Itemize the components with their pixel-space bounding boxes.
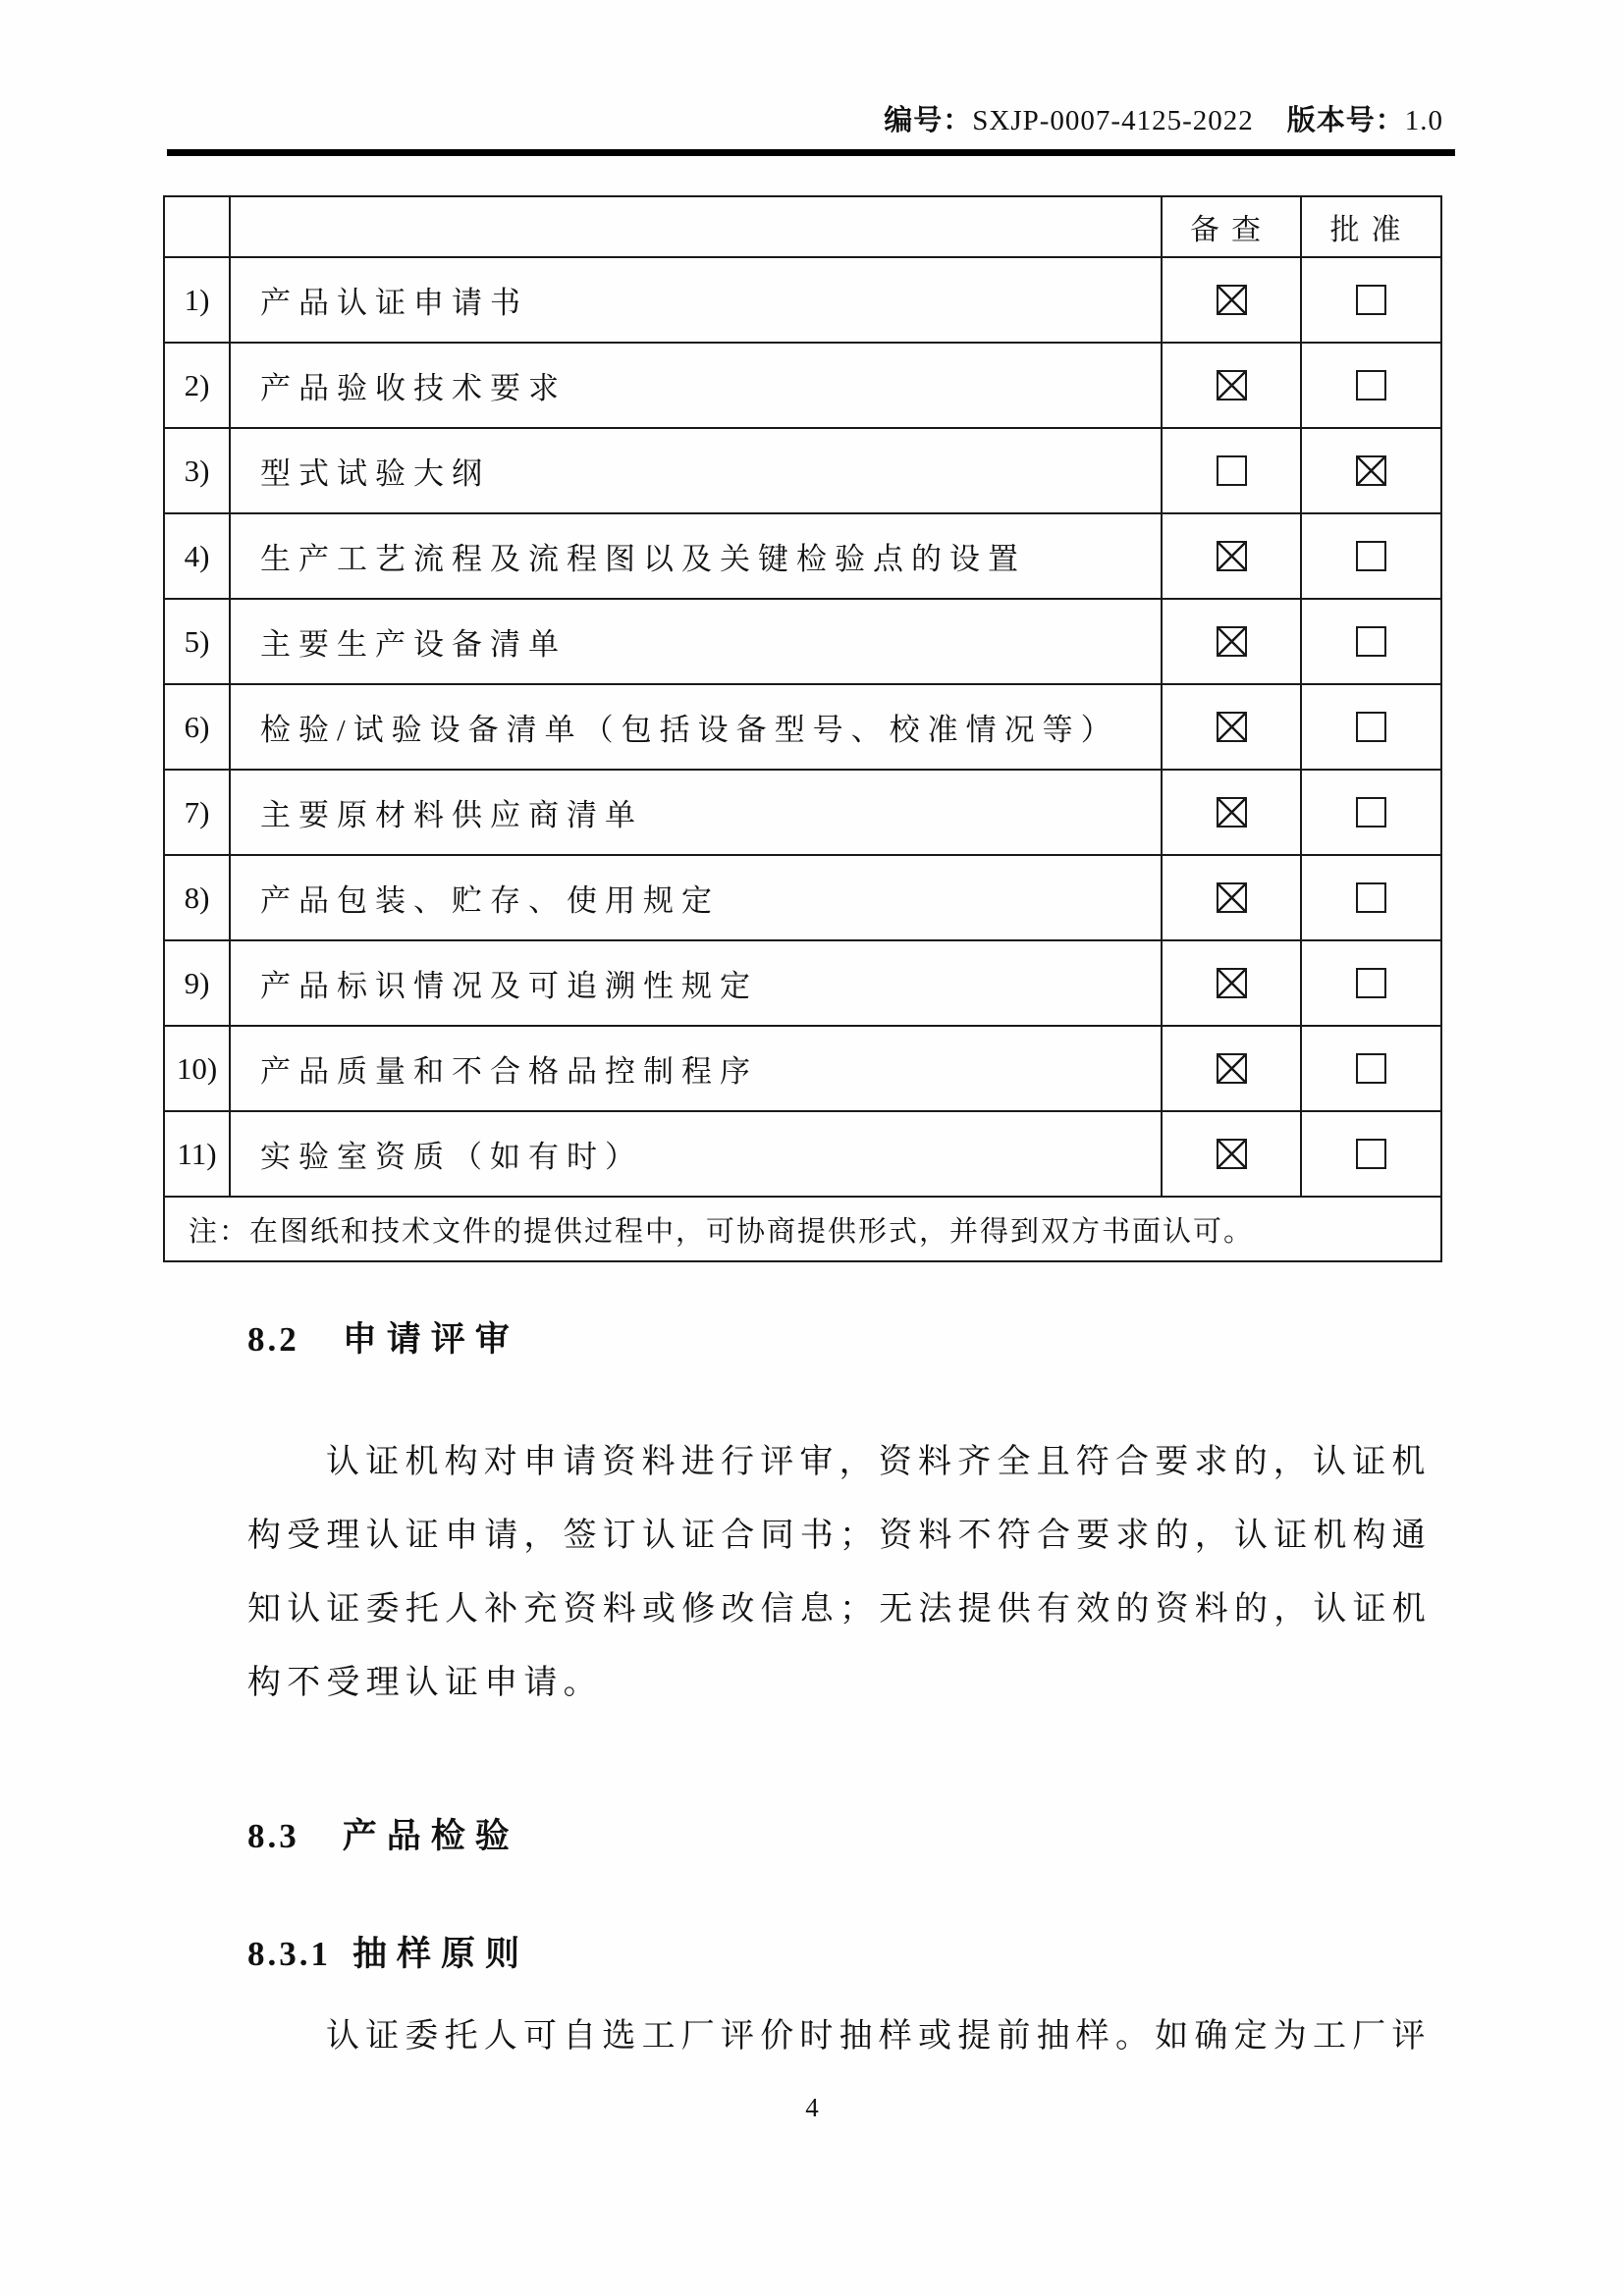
- section-heading-8-3-1: [247, 1927, 529, 1976]
- checkbox-checked-icon: [1356, 455, 1386, 486]
- check-cell: [1162, 684, 1301, 770]
- checkbox-checked-icon: [1217, 797, 1247, 828]
- row-item-text: 产品包装、贮存、使用规定: [230, 855, 1162, 940]
- check-cell: [1162, 770, 1301, 855]
- row-number: 4): [164, 513, 230, 599]
- row-number: 9): [164, 940, 230, 1026]
- row-item-text: 产品质量和不合格品控制程序: [230, 1026, 1162, 1111]
- row-item-text: 检验/试验设备清单（包括设备型号、校准情况等）: [230, 684, 1162, 770]
- checkbox-checked-icon: [1217, 285, 1247, 315]
- doc-version-value: 1.0: [1404, 105, 1443, 136]
- column-header-empty-item: [230, 196, 1162, 257]
- row-number: 8): [164, 855, 230, 940]
- row-item-text: 生产工艺流程及流程图以及关键检验点的设置: [230, 513, 1162, 599]
- approve-cell: [1301, 940, 1441, 1026]
- table-row: [164, 599, 1441, 684]
- checkbox-checked-icon: [1217, 1053, 1247, 1084]
- document-checklist-table: [163, 195, 1442, 1262]
- checkbox-unchecked-icon: [1356, 370, 1386, 400]
- check-cell: [1162, 599, 1301, 684]
- row-item-text: 主要生产设备清单: [230, 599, 1162, 684]
- checkbox-unchecked-icon: [1217, 455, 1247, 486]
- check-cell: [1162, 1111, 1301, 1197]
- row-number: 11): [164, 1111, 230, 1197]
- approve-cell: [1301, 599, 1441, 684]
- row-number: 10): [164, 1026, 230, 1111]
- row-number: 7): [164, 770, 230, 855]
- approve-cell: [1301, 1111, 1441, 1197]
- row-number: 3): [164, 428, 230, 513]
- table-row: [164, 940, 1441, 1026]
- checkbox-checked-icon: [1217, 882, 1247, 913]
- row-number: 6): [164, 684, 230, 770]
- section-heading-8-3: [247, 1809, 519, 1858]
- row-item-text: 产品验收技术要求: [230, 343, 1162, 428]
- checkbox-unchecked-icon: [1356, 712, 1386, 742]
- row-item-text: 产品认证申请书: [230, 257, 1162, 343]
- row-item-text: 产品标识情况及可追溯性规定: [230, 940, 1162, 1026]
- check-cell: [1162, 940, 1301, 1026]
- checkbox-unchecked-icon: [1356, 541, 1386, 571]
- table-row: [164, 684, 1441, 770]
- column-header-check: 备查: [1162, 196, 1301, 257]
- checkbox-checked-icon: [1217, 712, 1247, 742]
- document-header: [884, 98, 1443, 138]
- paragraph-line: 构不受理认证申请。: [247, 1665, 603, 1701]
- check-cell: [1162, 513, 1301, 599]
- section-number: 8.3.1: [247, 1935, 331, 1973]
- table-note-text: 注：在图纸和技术文件的提供过程中，可协商提供形式，并得到双方书面认可。: [164, 1197, 1441, 1261]
- table-header-row: [164, 196, 1441, 257]
- check-cell: [1162, 855, 1301, 940]
- check-cell: [1162, 257, 1301, 343]
- section-number: 8.3: [247, 1817, 299, 1855]
- table-row: [164, 513, 1441, 599]
- table-row: [164, 1111, 1441, 1197]
- approve-cell: [1301, 1026, 1441, 1111]
- paragraph-line: 知认证委托人补充资料或修改信息；无法提供有效的资料的，认证机: [247, 1591, 1432, 1628]
- row-number: 5): [164, 599, 230, 684]
- checkbox-checked-icon: [1217, 370, 1247, 400]
- checkbox-unchecked-icon: [1356, 285, 1386, 315]
- row-number: 2): [164, 343, 230, 428]
- approve-cell: [1301, 684, 1441, 770]
- section-title: 申请评审: [342, 1320, 519, 1359]
- checkbox-unchecked-icon: [1356, 882, 1386, 913]
- section-title: 抽样原则: [352, 1935, 530, 1973]
- doc-number-label: 编号：: [884, 105, 973, 136]
- checkbox-checked-icon: [1217, 626, 1247, 657]
- table-row: [164, 1026, 1441, 1111]
- approve-cell: [1301, 855, 1441, 940]
- checkbox-unchecked-icon: [1356, 1139, 1386, 1169]
- table-row: [164, 428, 1441, 513]
- approve-cell: [1301, 770, 1441, 855]
- column-header-empty-no: [164, 196, 230, 257]
- row-item-text: 实验室资质（如有时）: [230, 1111, 1162, 1197]
- paragraph-line: 认证机构对申请资料进行评审，资料齐全且符合要求的，认证机: [326, 1444, 1432, 1480]
- table-row: [164, 343, 1441, 428]
- check-cell: [1162, 343, 1301, 428]
- approve-cell: [1301, 343, 1441, 428]
- check-cell: [1162, 428, 1301, 513]
- checkbox-unchecked-icon: [1356, 797, 1386, 828]
- row-item-text: 型式试验大纲: [230, 428, 1162, 513]
- checkbox-unchecked-icon: [1356, 1053, 1386, 1084]
- doc-version-label: 版本号：: [1286, 105, 1405, 136]
- table-row: [164, 855, 1441, 940]
- row-number: 1): [164, 257, 230, 343]
- approve-cell: [1301, 513, 1441, 599]
- approve-cell: [1301, 428, 1441, 513]
- row-item-text: 主要原材料供应商清单: [230, 770, 1162, 855]
- paragraph-line: 认证委托人可自选工厂评价时抽样或提前抽样。如确定为工厂评: [326, 2018, 1432, 2055]
- paragraph-8-3-1: [247, 2000, 1440, 2073]
- paragraph-line: 构受理认证申请，签订认证合同书；资料不符合要求的，认证机构通: [247, 1518, 1432, 1554]
- checkbox-checked-icon: [1217, 968, 1247, 998]
- checkbox-checked-icon: [1217, 541, 1247, 571]
- table-row: [164, 770, 1441, 855]
- check-cell: [1162, 1026, 1301, 1111]
- table-note-row: [164, 1197, 1441, 1261]
- paragraph-8-2: [247, 1425, 1440, 1720]
- section-heading-8-2: [247, 1312, 519, 1362]
- header-divider-rule: [167, 149, 1455, 156]
- checkbox-unchecked-icon: [1356, 626, 1386, 657]
- section-title: 产品检验: [342, 1817, 519, 1855]
- checkbox-checked-icon: [1217, 1139, 1247, 1169]
- page-number: 4: [805, 2093, 819, 2122]
- column-header-approve: 批准: [1301, 196, 1441, 257]
- approve-cell: [1301, 257, 1441, 343]
- checkbox-unchecked-icon: [1356, 968, 1386, 998]
- table-row: [164, 257, 1441, 343]
- section-number: 8.2: [247, 1320, 299, 1359]
- doc-number-value: SXJP-0007-4125-2022: [972, 105, 1254, 136]
